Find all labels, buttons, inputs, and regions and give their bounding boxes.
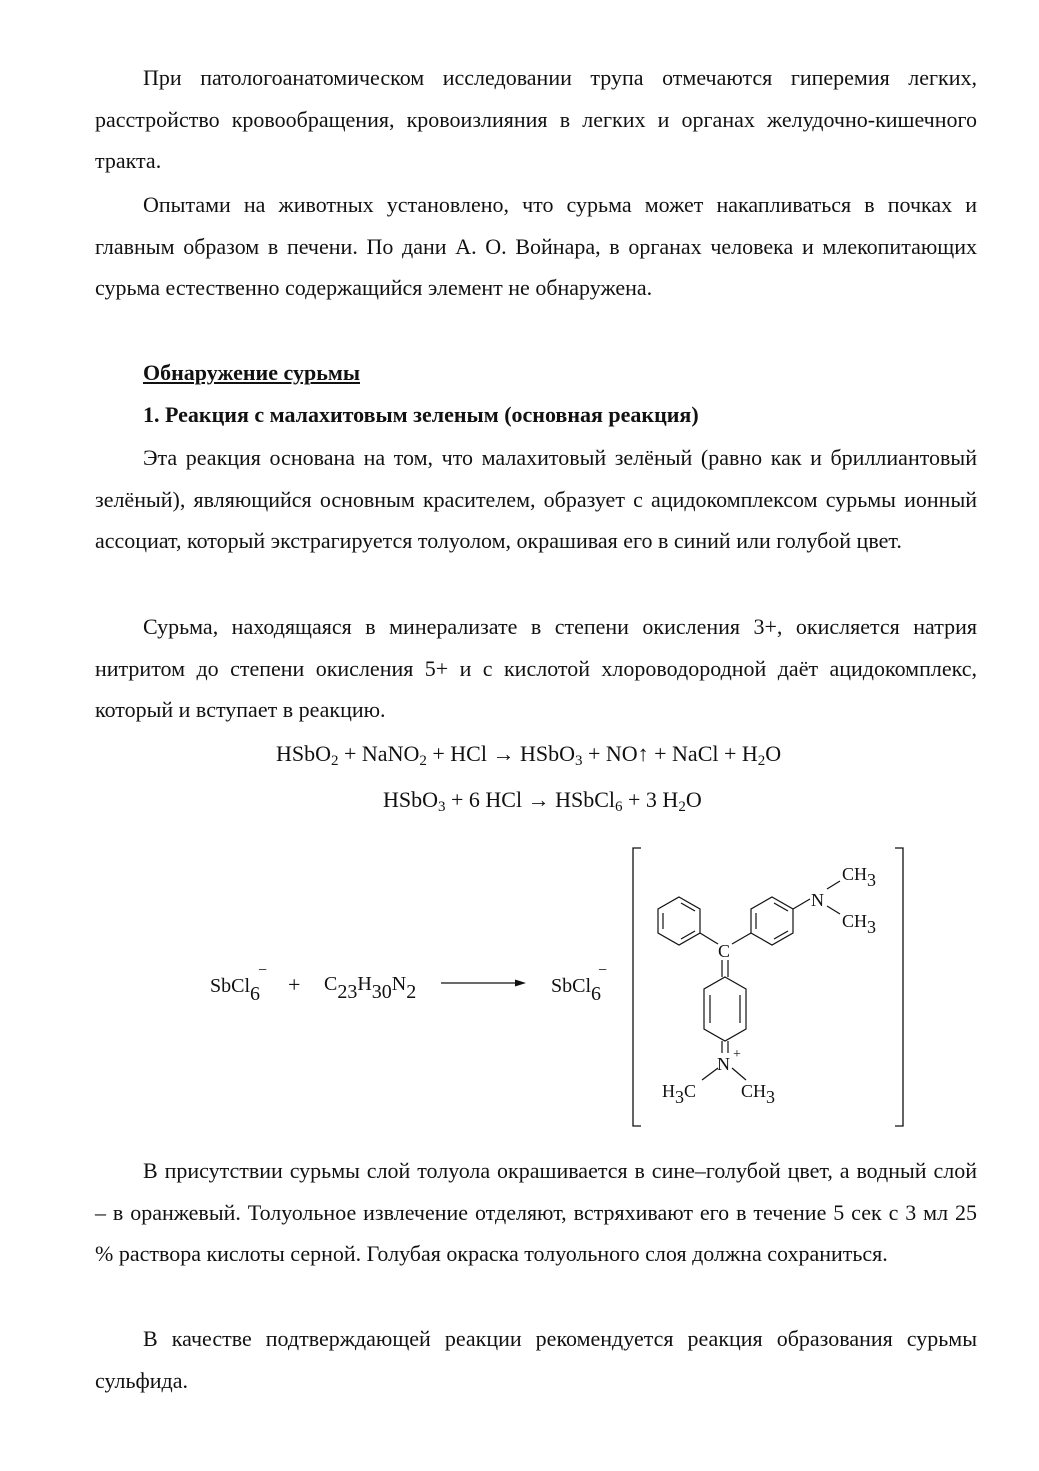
- methyl-top: CH3: [842, 864, 877, 890]
- bond-n-ch3-left: [702, 1068, 718, 1080]
- aryl-ring-upper: [751, 897, 793, 945]
- nitrogen-top: N: [811, 890, 824, 910]
- paragraph-confirmation: В качестве подтверждающей реакции рекомендуется реакция образования сурьмы сульфида.: [95, 1326, 977, 1393]
- central-carbon: C: [718, 941, 731, 961]
- left-bracket: [633, 848, 641, 1126]
- paragraph-animal-experiments: Опытами на животных установлено, что сурьма может накапливаться в почках и главным образом в печени. По дани А. О. Войнара, в органах человека и млекопитающих сурьма естественно содержащийся элемент не обнаружена.: [95, 192, 977, 300]
- positive-charge: +: [733, 1047, 741, 1062]
- plus-sign: +: [288, 972, 301, 997]
- subsection-heading: 1. Реакция с малахитовым зеленым (основная реакция): [143, 402, 699, 427]
- equation-acidocomplex: HSbO$_3$ + 6 HCl → HSbCl$_6$ + 3 $H_2O$: [383, 787, 702, 815]
- bond-n-ch3-right: [732, 1068, 746, 1080]
- paragraph-pathology: При патологоанатомическом исследовании трупа отмечаются гиперемия легких, расстройство кровообращения, кровоизлияния в легких и органах желудочно-кишечного тракта.: [95, 65, 977, 173]
- dye-formula: C23H30N2: [324, 973, 417, 1003]
- section-heading: Обнаружение сурьмы: [143, 360, 360, 385]
- equation-oxidation: HSbO$_2$ + NaNO$_2$ + HCl → HSbO$_3$ + NO↑ + NaCl + $H_2O$: [276, 741, 782, 769]
- product-charge: −: [598, 962, 608, 979]
- paragraph-reaction-basis: Эта реакция основана на том, что малахитовый зелёный (равно как и бриллиантовый зелёный), являющийся основным красителем, образует с ацидокомплексом сурьмы ионный ассоциат, который экстрагируется толуолом, окрашивая его в синий или голубой цвет.: [95, 445, 977, 553]
- quinoid-ring: [704, 977, 746, 1041]
- exocyclic-double-bond: [722, 960, 728, 977]
- methyl-right: CH3: [741, 1081, 776, 1107]
- bond-phenyl-c: [700, 933, 718, 944]
- methyl-mid: CH3: [842, 911, 877, 937]
- reaction-arrow: [441, 980, 526, 987]
- nitrogen-cation: N: [717, 1054, 730, 1074]
- methyl-left: H3C: [662, 1081, 697, 1107]
- paragraph-oxidation: Сурьма, находящаяся в минерализате в степени окисления 3+, окисляется натрия нитритом до степени окисления 5+ и с кислотой хлороводородной даёт ацидокомплекс, который и вступает в реакцию.: [95, 614, 977, 722]
- reagent-sbcl6: SbCl6: [210, 975, 261, 1005]
- phenyl-ring: [658, 897, 700, 945]
- right-bracket: [895, 848, 903, 1126]
- reagent-charge: −: [258, 962, 268, 979]
- iminium-double-bond: [722, 1041, 728, 1053]
- bond-c-aryl: [732, 933, 751, 944]
- bond-n-ch3-top: [827, 881, 840, 889]
- bond-n-ch3-mid: [827, 906, 840, 914]
- product-sbcl6: SbCl6: [551, 975, 602, 1005]
- bond-aryl-n: [793, 899, 810, 909]
- paragraph-toluene-layer: В присутствии сурьмы слой толуола окрашивается в сине–голубой цвет, а водный слой – в оранжевый. Толуольное извлечение отделяют, встряхивают его в течение 5 сек с 3 мл 25 % раствора кислоты серной. Голубая окраска толуольного слоя должна сохраниться.: [95, 1158, 977, 1266]
